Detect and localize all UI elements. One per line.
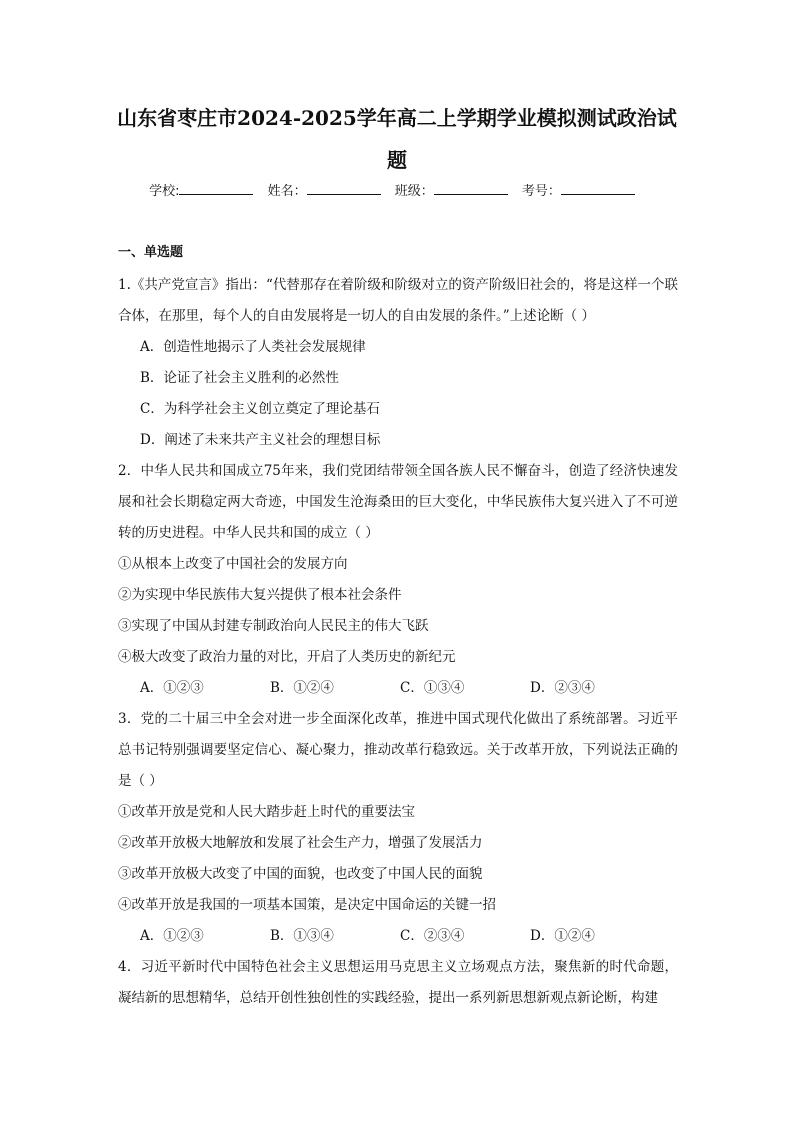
class-label: 班级： bbox=[394, 184, 434, 199]
page-title: 山东省枣庄市2024-2025学年高二上学期学业模拟测试政治试 bbox=[117, 106, 677, 130]
question-3-stem: 3．党的二十届三中全会对进一步全面深化改革，推进中国式现代化做出了系统部署。习近平总书记特别强调要坚定信心、凝心聚力，推动改革行稳致远。关于改革开放，下列说法正确的是（ ） bbox=[118, 711, 678, 789]
q2-item-3: ③实现了中国从封建专制政治向人民民主的伟大飞跃 bbox=[118, 618, 429, 634]
q3-option-b[interactable]: B．①③④ bbox=[270, 928, 334, 944]
q2-item-4: ④极大改变了政治力量的对比，开启了人类历史的新纪元 bbox=[118, 649, 456, 665]
page-title-continued: 题 bbox=[387, 148, 407, 172]
section-heading: 一、单选题 bbox=[118, 245, 184, 260]
name-blank[interactable] bbox=[307, 180, 381, 195]
exam-no-blank[interactable] bbox=[561, 180, 635, 195]
name-label: 姓名： bbox=[267, 184, 307, 199]
q2-item-2: ②为实现中华民族伟大复兴提供了根本社会条件 bbox=[118, 587, 402, 603]
question-4-stem: 4．习近平新时代中国特色社会主义思想运用马克思主义立场观点方法，聚焦新的时代命题，凝结新的思想精华，总结开创性独创性的实践经验，提出一系列新思想新观点新论断，构建 bbox=[118, 959, 678, 1006]
q1-option-c[interactable]: C．为科学社会主义创立奠定了理论基石 bbox=[140, 401, 380, 417]
q1-option-d[interactable]: D．阐述了未来共产主义社会的理想目标 bbox=[140, 432, 381, 448]
q3-item-2: ②改革开放极大地解放和发展了社会生产力，增强了发展活力 bbox=[118, 835, 483, 851]
q3-item-4: ④改革开放是我国的一项基本国策，是决定中国命运的关键一招 bbox=[118, 897, 496, 913]
q1-option-b[interactable]: B．论证了社会主义胜利的必然性 bbox=[140, 370, 339, 386]
q1-option-a[interactable]: A．创造性地揭示了人类社会发展规律 bbox=[140, 339, 366, 355]
exam-no-label: 考号： bbox=[521, 184, 561, 199]
q2-option-d[interactable]: D．②③④ bbox=[530, 680, 595, 696]
questions bbox=[118, 240, 678, 1014]
q3-item-1: ①改革开放是党和人民大踏步赶上时代的重要法宝 bbox=[118, 804, 415, 820]
q2-options bbox=[140, 673, 678, 704]
q3-option-a[interactable]: A．①②③ bbox=[140, 928, 204, 944]
q2-item-1: ①从根本上改变了中国社会的发展方向 bbox=[118, 556, 348, 572]
q3-option-c[interactable]: C．②③④ bbox=[400, 928, 465, 944]
question-2-stem: 2．中华人民共和国成立75年来，我们党团结带领全国各族人民不懈奋斗，创造了经济快速发展和社会长期稳定两大奇迹，中国发生沧海桑田的巨大变化，中华民族伟大复兴进入了不可逆转的历史进程。中华人民共和国的成立（ ） bbox=[118, 463, 678, 541]
q2-option-b[interactable]: B．①②④ bbox=[270, 680, 334, 696]
q2-option-a[interactable]: A．①②③ bbox=[140, 680, 204, 696]
class-blank[interactable] bbox=[434, 180, 508, 195]
q2-option-c[interactable]: C．①③④ bbox=[400, 680, 465, 696]
q3-option-d[interactable]: D．①②④ bbox=[530, 928, 595, 944]
school-blank[interactable] bbox=[179, 180, 253, 195]
q3-item-3: ③改革开放极大改变了中国的面貌，也改变了中国人民的面貌 bbox=[118, 866, 483, 882]
q3-options bbox=[140, 921, 678, 952]
student-info-row bbox=[0, 180, 794, 202]
question-1-stem: 1.《共产党宣言》指出：“代替那存在着阶级和阶级对立的资产阶级旧社会的，将是这样一个联合体，在那里，每个人的自由发展将是一切人的自由发展的条件。”上述论断（ ） bbox=[118, 277, 678, 324]
school-label: 学校: bbox=[149, 184, 180, 199]
